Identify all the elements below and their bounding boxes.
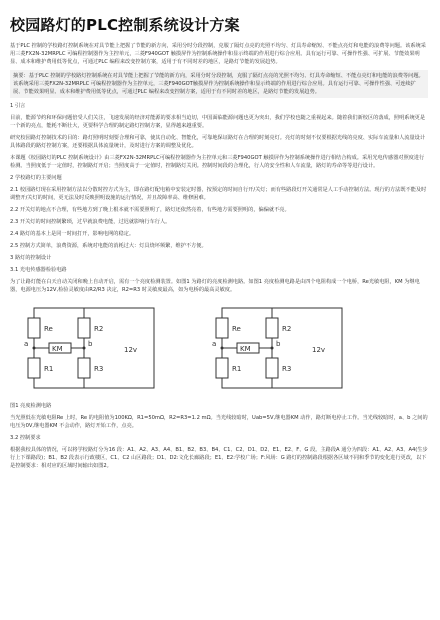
section-2-item-3: 2.3 开关灯的时间控制繁琐，过早就浪费电能，过迟就影响行车行人。 xyxy=(10,219,171,225)
section-3-2-heading: 3.2 控制要求 xyxy=(10,435,41,441)
section-2-item-5: 2.5 控制方式简单，浪费资源，系统对电能的消耗过大：灯具烧坏频繁，维护不方便。 xyxy=(10,243,207,249)
label-b-left: b xyxy=(88,340,93,348)
resistor-r1-right xyxy=(216,358,228,378)
document-title: 校园路灯的PLC控制系统设计方案 xyxy=(10,16,240,34)
label-r1-right: R1 xyxy=(232,365,242,373)
resistor-re-right xyxy=(216,318,228,338)
resistor-r1-left xyxy=(28,358,40,378)
node-a-right xyxy=(221,347,224,350)
label-km-left: KM xyxy=(52,345,63,353)
resistor-r3-left xyxy=(78,358,90,378)
circuit-diagram-left xyxy=(14,298,174,398)
section-2-item-4: 2.4 路灯的基本上是同一时间打开，影响电网的稳定。 xyxy=(10,231,135,237)
section-2-item-1: 2.1 校园路灯现在采用控制方法以分散时控方式为主，即在路灯配电箱中安装定时器，按预定的时间自行开/关灯；而有些路段灯开关通常是人工手动控制方法。现行的方法既不能及时调整开/关灯的时间，更无法及时反映照明设施的运行情况，并且故障率高、维修困难。 xyxy=(10,187,427,201)
section-3-1-heading: 3.1 光电传感器检验电路 xyxy=(10,267,67,273)
label-r3-left: R3 xyxy=(94,365,104,373)
intro-paragraph: 基于PLC 控制的学校路灯控制系统在对具节能上把握了节能的新方向，采用分时分段控制，克服了隔灯点亮的光照不均匀、灯具寿命缩短、不能点亮灯和电能的浪费等问题。该系统采用三菱FX2N-32MRPLC 可编程控制器作为主控单元，三菱F940GOT 触摸屏作为控制系统操作和显示终端的作用进行综合应用。具有运行可靠、可操作性强、可扩展、节能效果明显、成本和维护费用低等优点，可通过PLC 编程来改变控制方案，适用于有不同时差的地区，是路灯节能的发展趋势。 xyxy=(10,43,426,65)
label-a-left: a xyxy=(24,340,29,348)
section-3-1-paragraph-2: 当光照低在光敏电阻Re 上时，Re 的电阻值为100KΩ，R1=50mΩ，R2=R3=1.2 mΩ。当光线较暗时，Uab=5V,继电器KM 动作，路灯断电停止工作。当光线较暗时，a、b 之间的电压为0V,继电器KM 不会动作，路灯开始工作，点亮。 xyxy=(10,415,428,429)
label-re-right: Re xyxy=(232,325,241,333)
section-1-paragraph-3: 本课题《校园路灯的PLC 控制系统设计》由三菱FX2N-32MRPLC可编程控制器作为主控单元和三菱F940GOT 触摸屏作为控制系统操作进行相结合构成。采用光电传感器对照度进行检测。当照度低于一定值时，控制路灯开启；当照度高于一定值时，控制路灯关闭。控制时间段的合理化，行人的安全性和人车流量，路灯的寿命等等进行设计。 xyxy=(10,155,425,169)
node-a-left xyxy=(33,347,36,350)
section-1-paragraph-1: 目前，能源节约和环保问题倍受人们关注，飞速发展的经济对能源的要求相当迫切，中国面临能源问题也更为突出，我们学校也随之重视起来。随着我们新校区的落成，照明系统更是一个新的亮点，能耗不断壮大，更要科学合理的制定路灯控制方案，显得越来越重要。 xyxy=(10,115,426,129)
section-3-1-paragraph-1: 为了让路灯能在白天自动关闭和晚上自动开启，需有一个亮度检测装置。如图1 为路灯的亮度检测电路。如图1 亮度检测电路是由四个电阻构成一个电桥，Re光敏电阻，KM 为继电器，电源电压为12V,检验灵敏度由R2/R3 决定，R2=R3 时灵敏度最高，如为电桥的最高灵敏度。 xyxy=(10,279,420,293)
section-1-heading: 1 引言 xyxy=(10,103,26,109)
label-b-right: b xyxy=(276,340,281,348)
label-r3-right: R3 xyxy=(282,365,292,373)
figure-caption: 图1 亮度检测电路 xyxy=(10,403,52,409)
circuit-figures xyxy=(14,298,428,398)
section-3-heading: 3 路灯的控制设计 xyxy=(10,255,52,261)
section-2-item-2: 2.2 开关灯的地点不合理，有些地方到了晚上根本就不需要照明了，路灯还依然亮着，有些地方需要照明的，偏偏就不亮。 xyxy=(10,207,290,213)
node-b-right xyxy=(271,347,274,350)
label-km-right: KM xyxy=(240,345,251,353)
resistor-r3-right xyxy=(266,358,278,378)
section-1-paragraph-2: 研究校园路灯控制技术的目的：路灯照明时刻要合理和可靠，使其自动化、智能化，可靠地保证路灯在合理的时刻亮灯。亮灯的时刻不仅要根据光线的亮度、实际车流量和人流量设计具体路段的路灯控制方案，还要根据具体流量统计，及时进行方案的调整及优化。 xyxy=(10,135,426,149)
label-r2-right: R2 xyxy=(282,325,292,333)
resistor-r2-left xyxy=(78,318,90,338)
resistor-r2-right xyxy=(266,318,278,338)
label-r1-left: R1 xyxy=(44,365,54,373)
label-r2-left: R2 xyxy=(94,325,104,333)
label-12v-right: 12v xyxy=(312,346,326,354)
label-12v-left: 12v xyxy=(124,346,138,354)
label-re-left: Re xyxy=(44,325,53,333)
document-body xyxy=(10,42,428,474)
abstract-paragraph: 摘要：基于PLC 控制的学校路灯控制系统在对具节能上把握了节能的新方向，采用分时分段控制，克服了隔灯点亮的光照不均匀、灯具寿命缩短、不能点亮灯和电能的浪费等问题。该系统采用三菱FX2N-32MRPLC 可编程控制器作为主控单元，三菱F940GOT触摸屏作为控制系统操作和显示终端的作用进行综合应用。具有运行可靠、可操作性强、可连续扩展、节能效果明显、成本和维护费用低等优点，可通过PLC 编程来改变控制方案，适用于有不同时差的地区，是路灯节能的发展趋势。 xyxy=(10,70,428,98)
section-2-heading: 2 学校路灯的主要问题 xyxy=(10,175,62,181)
node-b-left xyxy=(83,347,86,350)
circuit-diagram-right xyxy=(202,298,362,398)
label-a-right: a xyxy=(212,340,217,348)
section-3-2-paragraph-1: 根据我校具体的情况，可以将学校路灯分为16 段：A1、A2、A3、A4、B1、B2、B3、B4、C1、C2、D1、D2、E1、E2、F、G 段。主路段A 通分为四段：A1、A2、A3、A4(生步行上下课路段)；B1、B2 段表示行政楼区，C1、C2 山区路段；D1、D2:文化长廊路段；E1、E2:学校广场；F:风场：G 路灯的控制路段根据各区域不同和季节的变化进行更改，以下是控制要求：相对应的区域时间输出如图2。 xyxy=(10,447,428,469)
resistor-re-left xyxy=(28,318,40,338)
